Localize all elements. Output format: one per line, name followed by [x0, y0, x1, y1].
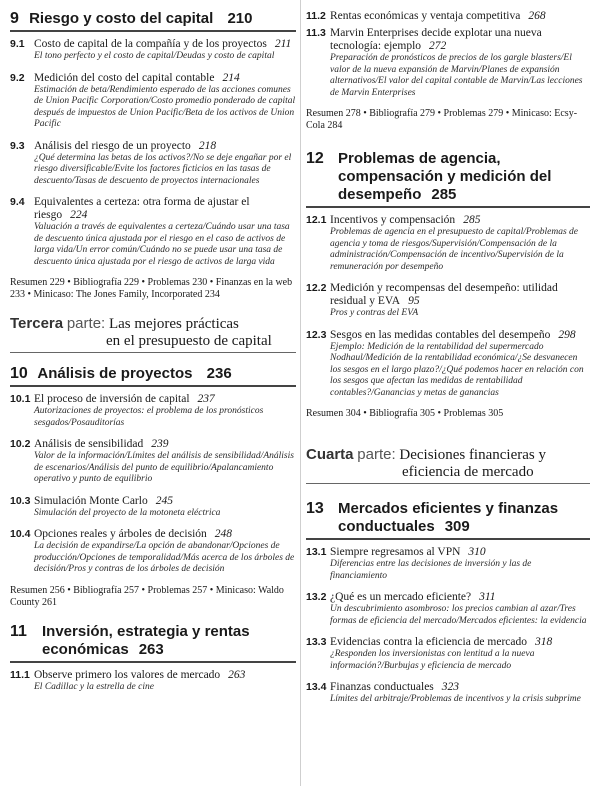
section-title: Opciones reales y árboles de decisión	[34, 528, 207, 540]
section-page: 285	[463, 214, 481, 226]
section-page: 245	[155, 494, 173, 507]
section-description: Diferencias entre las decisiones de inversión y las de financiamiento	[330, 559, 532, 581]
chapter-page: 263	[138, 640, 164, 658]
part-title-line-2: eficiencia de mercado	[402, 464, 534, 480]
section-description: Valuación a través de equivalentes a certeza/Cuándo usar una tasa de descuento única ajustada por el riesgo en el caso de activos de larga vida/Un error común/Cuándo no se puede usar una tasa de descuento única ajustada por el riesgo de activos de larga vida	[34, 222, 290, 267]
section-description: El tono perfecto y el costo de capital/Deudas y costo de capital	[34, 51, 275, 61]
part-label: Cuarta	[306, 446, 354, 463]
section-number: 9.3	[10, 139, 25, 152]
chapter-number: 12	[306, 150, 324, 167]
section-title: Costo de capital de la compañía y de los proyectos	[34, 38, 267, 50]
chapter-number: 13	[306, 500, 324, 517]
chapter-11-continued	[306, 10, 590, 132]
chapter-rule	[10, 385, 296, 387]
section-page: 310	[468, 546, 486, 558]
section-page: 224	[70, 209, 88, 221]
section-number: 9.2	[10, 71, 25, 84]
column-divider	[300, 0, 301, 786]
section-title: El proceso de inversión de capital	[34, 393, 190, 405]
section-description: Ejemplo: Medición de la rentabilidad del supermercado Nodhaul/Medición de la rentabilidad económica/¿Se desvanecen los sesgos en el largo plazo?/¿Qué podemos hacer en relación con los sesgos que afectan las medidas de rentabilidad contables?/Ganancias y metas de ganancias	[330, 341, 584, 398]
section-description: Pros y contras del EVA	[330, 308, 419, 318]
section-number: 10.3	[10, 494, 31, 507]
chapter-title: Mercados eficientes y finanzas conductuales	[338, 500, 559, 535]
part-rule	[10, 352, 296, 353]
part-word: parte:	[357, 446, 396, 463]
section-title: Marvin Enterprises decide explotar una nueva tecnología: ejemplo	[330, 27, 542, 52]
chapter-title: Riesgo y costo del capital	[29, 10, 214, 27]
chapter-number: 10	[10, 365, 28, 382]
chapter-heading	[306, 150, 590, 204]
chapter-rule	[10, 30, 296, 32]
section-12-2	[306, 282, 590, 320]
section-title: Rentas económicas y ventaja competitiva	[330, 10, 521, 22]
section-12-1	[306, 214, 590, 273]
section-10-2	[10, 438, 296, 486]
section-number: 11.1	[10, 668, 30, 681]
part-rule	[306, 483, 590, 484]
section-page: 211	[274, 38, 292, 50]
section-number: 9.4	[10, 196, 25, 208]
section-title: Sesgos en las medidas contables del desempeño	[330, 328, 551, 341]
section-11-1	[10, 669, 296, 694]
section-title: Medición y recompensas del desempeño: utilidad residual y EVA	[330, 282, 558, 307]
section-description: Límites del arbitraje/Problemas de incentivos y la crisis subprime	[330, 694, 581, 704]
section-title: Simulación Monte Carlo	[34, 494, 148, 507]
section-number: 10.4	[10, 528, 31, 540]
section-title: Evidencias contra la eficiencia de mercado	[330, 636, 527, 648]
chapter-title: Análisis de proyectos	[37, 365, 193, 382]
section-title: Equivalentes a certeza: otra forma de ajustar el riesgo	[34, 196, 250, 221]
section-page: 239	[151, 438, 169, 450]
section-description: ¿Qué determina las betas de los activos?/No se deje engañar por el riesgo diversificable/Evite los factores ficticios en las tasas de descuento/Tasas de descuento de proyectos internacionales	[34, 152, 292, 186]
chapter-summary: Resumen 229 • Bibliografía 229 • Problemas 230 • Finanzas en la web 233 • Minicaso: The Jones Family, Incorporated 234	[10, 277, 293, 300]
section-description: Valor de la información/Límites del análisis de sensibilidad/Análisis de escenarios/Análisis del punto de equilibrio/Apalancamiento operativo y punto de equilibrio	[34, 451, 294, 484]
chapter-summary: Resumen 278 • Bibliografía 279 • Problemas 279 • Minicaso: Ecsy-Cola 284	[306, 108, 578, 131]
chapter-rule	[10, 661, 296, 663]
section-13-1	[306, 546, 590, 582]
section-page: 218	[198, 139, 217, 152]
chapter-11	[10, 623, 296, 694]
chapter-page: 210	[227, 10, 253, 27]
section-page: 272	[429, 40, 447, 52]
section-title: Análisis del riesgo de un proyecto	[34, 139, 191, 152]
section-title: ¿Qué es un mercado eficiente?	[330, 591, 472, 603]
section-13-4	[306, 681, 590, 706]
part-title-line-1: Decisiones financieras y	[399, 447, 546, 463]
section-page: 311	[479, 591, 496, 603]
section-description: Estimación de beta/Rendimiento esperado de las acciones comunes de Union Pacific Corporation/Costo promedio ponderado de capital después de impuestos de Union Pacific/Beta de los activos de Union Pacific	[34, 84, 296, 129]
section-11-2	[306, 10, 590, 23]
section-10-4	[10, 528, 296, 576]
chapter-13	[306, 500, 590, 706]
section-title: Observe primero los valores de mercado	[34, 668, 221, 681]
section-page: 248	[214, 528, 233, 540]
section-12-3	[306, 329, 590, 400]
chapter-title: Problemas de agencia, compensación y medición del desempeño	[338, 150, 552, 203]
section-number: 13.4	[306, 681, 327, 693]
section-number: 12.3	[306, 328, 327, 341]
section-page: 263	[228, 668, 246, 681]
chapter-title: Inversión, estrategia y rentas económicas	[42, 622, 250, 658]
part-title-line-2: en el presupuesto de capital	[106, 333, 272, 349]
section-11-3	[306, 27, 590, 99]
chapter-9	[10, 10, 296, 301]
chapter-heading	[306, 500, 590, 536]
section-number: 11.3	[306, 27, 326, 39]
section-description: ¿Responden los inversionistas con lentitud a la nueva información?/Burbujas y eficiencia de mercado	[330, 649, 535, 671]
chapter-heading	[10, 10, 296, 28]
chapter-summary: Resumen 304 • Bibliografía 305 • Problemas 305	[306, 408, 504, 419]
chapter-page: 285	[431, 186, 457, 203]
section-number: 13.1	[306, 546, 327, 558]
chapter-page: 236	[206, 365, 232, 382]
chapter-rule	[306, 538, 590, 540]
chapter-12	[306, 150, 590, 420]
chapter-number: 11	[10, 622, 27, 640]
section-number: 9.1	[10, 38, 25, 50]
section-description: El Cadillac y la estrella de cine	[34, 681, 154, 692]
section-page: 323	[441, 681, 460, 693]
chapter-heading	[10, 365, 296, 383]
section-title: Siempre regresamos al VPN	[330, 546, 461, 558]
section-title: Incentivos y compensación	[330, 214, 456, 226]
section-9-1	[10, 38, 296, 63]
section-number: 13.3	[306, 636, 327, 648]
section-number: 13.2	[306, 591, 327, 603]
part-label: Tercera	[10, 315, 64, 332]
part-title-line-1: Las mejores prácticas	[108, 316, 239, 332]
section-10-1	[10, 393, 296, 429]
section-13-2	[306, 591, 590, 627]
section-title: Medición del costo del capital contable	[34, 71, 215, 84]
chapter-number: 9	[10, 10, 19, 27]
section-description: Simulación del proyecto de la motoneta eléctrica	[34, 507, 221, 518]
part-word: parte:	[66, 315, 106, 332]
section-description: Un descubrimiento asombroso: los precios cambian al azar/Tres formas de eficiencia del mercado/Mercados eficientes: la evidencia	[330, 604, 587, 626]
section-number: 12.2	[306, 282, 327, 294]
section-description: Autorizaciones de proyectos: el problema de los pronósticos sesgados/Posauditorías	[34, 406, 264, 428]
section-page: 237	[197, 393, 215, 405]
section-page: 268	[528, 10, 546, 22]
chapter-page: 309	[444, 518, 470, 535]
section-page: 298	[558, 328, 576, 341]
part-4-heading	[306, 446, 590, 484]
section-9-4	[10, 196, 296, 268]
section-number: 10.2	[10, 438, 31, 450]
section-page: 214	[222, 71, 240, 84]
section-description: Problemas de agencia en el presupuesto de capital/Problemas de agencia y toma de riesgos/Supervisión/Compensación de la administración/Compensación de incentivo/Supervisión de la remuneración por desempeño	[330, 227, 579, 272]
section-title: Finanzas conductuales	[330, 681, 434, 693]
section-page: 318	[535, 636, 553, 648]
left-column	[10, 0, 296, 702]
chapter-heading	[10, 623, 296, 659]
chapter-10	[10, 365, 296, 609]
section-number: 10.1	[10, 393, 31, 405]
section-9-3	[10, 140, 296, 188]
right-column	[306, 0, 590, 715]
section-9-2	[10, 72, 296, 131]
part-3-heading	[10, 315, 296, 353]
section-description: La decisión de expandirse/La opción de abandonar/Opciones de producción/Opciones de temporalidad/Más acerca de los árboles de decisión/Pros y contras de los árboles de decisión	[34, 541, 295, 574]
section-number: 11.2	[306, 10, 326, 22]
chapter-summary: Resumen 256 • Bibliografía 257 • Problemas 257 • Minicaso: Waldo County 261	[10, 584, 284, 608]
section-description: Preparación de pronósticos de precios de los gargle blasters/El valor de la nueva expansión de Marvin/Planes de expansión alternativos/El valor del capital contable de Marvin/Las lecciones de Marvin Enterprises	[330, 53, 583, 98]
section-title: Análisis de sensibilidad	[34, 438, 144, 450]
section-number: 12.1	[306, 214, 327, 226]
section-10-3	[10, 495, 296, 520]
section-13-3	[306, 636, 590, 672]
chapter-rule	[306, 206, 590, 208]
section-page: 95	[408, 295, 420, 307]
